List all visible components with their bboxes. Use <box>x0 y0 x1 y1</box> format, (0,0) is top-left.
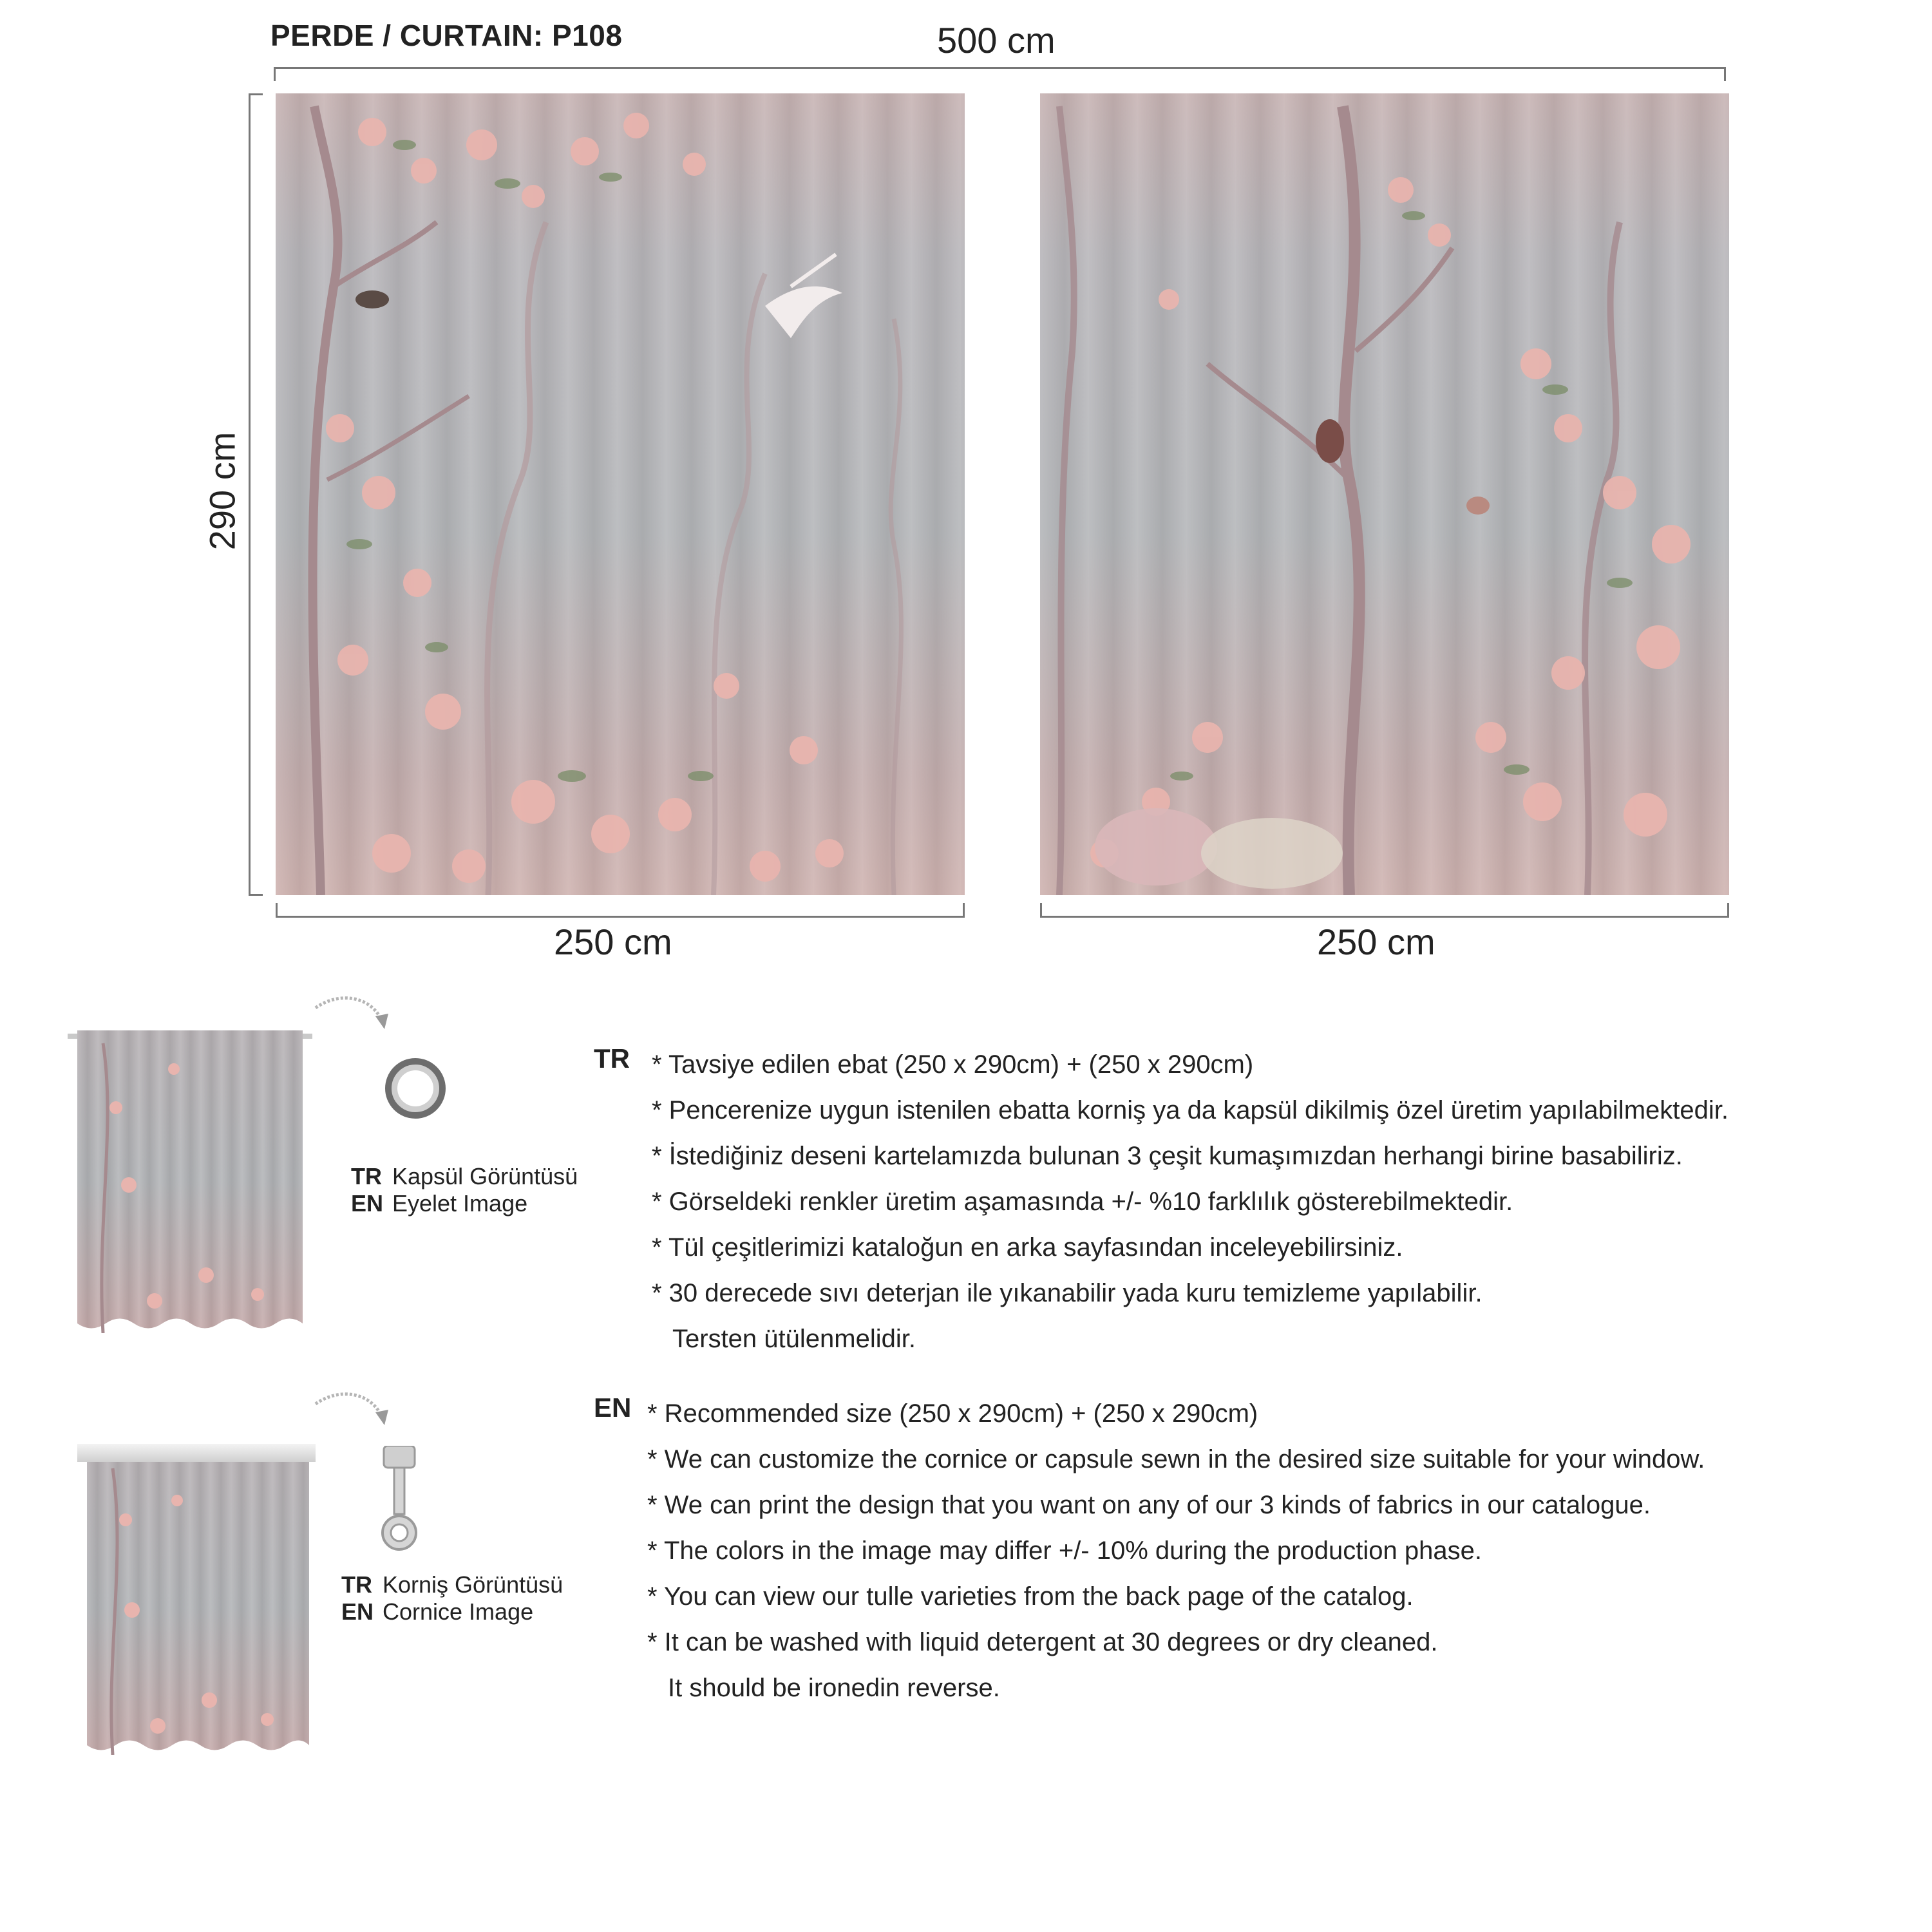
en-section-code: EN <box>594 1392 632 1423</box>
floral-pattern-illustration <box>1040 93 1729 895</box>
curtain-panel-left <box>276 93 965 895</box>
en-line: * We can print the design that you want on any of our 3 kinds of fabrics in our catalogue. <box>647 1491 1651 1519</box>
height-line <box>249 93 251 895</box>
cornice-rail <box>77 1444 316 1462</box>
curved-arrow-icon <box>312 1388 396 1433</box>
en-line: * It can be washed with liquid detergent at 30 degrees or dry cleaned. <box>647 1628 1438 1656</box>
en-line: * We can customize the cornice or capsule sewn in the desired size suitable for your window. <box>647 1445 1705 1473</box>
curved-arrow-icon <box>312 992 396 1037</box>
left-width-line <box>276 916 965 918</box>
cornice-caption: TR Korniş Görüntüsü EN Cornice Image <box>341 1571 564 1625</box>
tr-section-code: TR <box>594 1043 630 1074</box>
total-width-line <box>274 67 1726 69</box>
en-line: * Recommended size (250 x 290cm) + (250 x 290cm) <box>647 1399 1258 1428</box>
eyelet-tr-label: Kapsül Görüntüsü <box>392 1163 578 1189</box>
en-line: * The colors in the image may differ +/- 10% during the production phase. <box>647 1537 1482 1565</box>
total-width-label: 500 cm <box>937 20 1056 61</box>
tr-line: * 30 derecede sıvı deterjan ile yıkanabilir yada kuru temizleme yapılabilir. <box>652 1279 1482 1307</box>
eyelet-en-label: Eyelet Image <box>392 1190 528 1217</box>
curtain-panel-right <box>1040 93 1729 895</box>
floral-pattern-illustration <box>276 93 965 895</box>
eyelet-caption: TR Kapsül Görüntüsü EN Eyelet Image <box>351 1163 578 1217</box>
tr-section-lines <box>652 1042 1728 1362</box>
en-line-continuation: It should be ironedin reverse. <box>668 1674 1000 1702</box>
tr-line: * İstediğiniz deseni kartelamızda bulunan 3 çeşit kumaşımızdan herhangi birine basabiliriz. <box>652 1142 1683 1170</box>
tr-line: * Tavsiye edilen ebat (250 x 290cm) + (250 x 290cm) <box>652 1050 1254 1079</box>
tr-line: * Tül çeşitlerimizi kataloğun en arka sayfasından inceleyebilirsiniz. <box>652 1233 1403 1262</box>
en-line: * You can view our tulle varieties from the back page of the catalog. <box>647 1582 1414 1611</box>
en-section-lines <box>647 1391 1705 1711</box>
eyelet-curtain-thumbnail <box>77 1030 303 1333</box>
right-width-line <box>1040 916 1729 918</box>
left-width-label: 250 cm <box>554 922 672 962</box>
eyelet-ring-icon <box>380 1053 451 1124</box>
tr-line: * Pencerenize uygun istenilen ebatta korniş ya da kapsül dikilmiş özel üretim yapılabilmektedir. <box>652 1096 1728 1124</box>
tr-line-continuation: Tersten ütülenmelidir. <box>672 1325 916 1353</box>
tr-line: * Görseldeki renkler üretim aşamasında +/- %10 farklılık gösterebilmektedir. <box>652 1188 1513 1216</box>
height-label: 290 cm <box>202 431 243 551</box>
cornice-curtain-thumbnail <box>87 1462 309 1755</box>
product-title: PERDE / CURTAIN: P108 <box>270 19 623 52</box>
right-width-label: 250 cm <box>1317 922 1435 962</box>
cornice-en-label: Cornice Image <box>383 1598 534 1625</box>
cornice-glider-icon <box>380 1446 419 1558</box>
cornice-tr-label: Korniş Görüntüsü <box>383 1571 564 1598</box>
